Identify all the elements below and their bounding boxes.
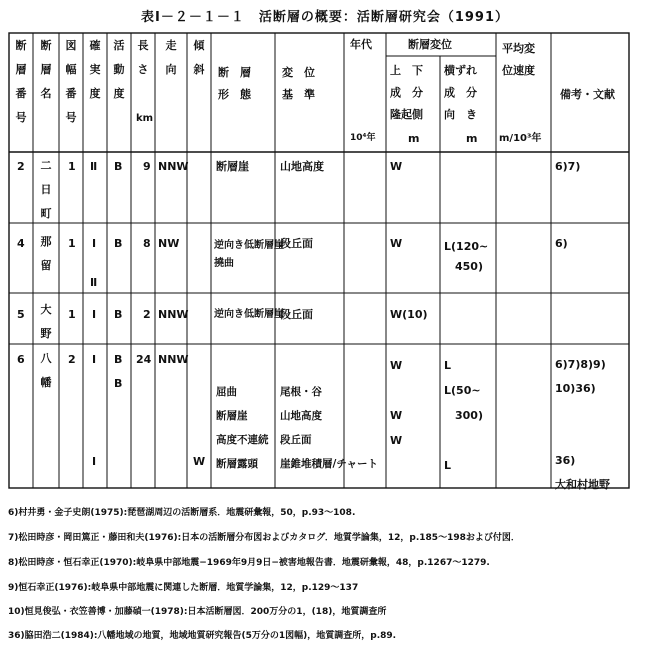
cell-map: 2 <box>68 353 76 366</box>
cell-basis: 段丘面 <box>280 308 313 321</box>
cell-vertical: W(10) <box>390 308 428 321</box>
header-age: 年代 <box>350 38 372 51</box>
reference-36: 36)脇田浩二(1984):八幡地域の地質，地域地質研究報告(5万分の1図幅)，地質調査所，p.89. <box>8 631 397 641</box>
header-activity: 活 動 度 <box>113 39 125 100</box>
cell-map: 1 <box>68 160 76 173</box>
cell-activity-2: B <box>114 377 123 390</box>
cell-strike: NW <box>158 237 180 250</box>
header-vertical-unit: m <box>408 132 420 145</box>
cell-strike: NNW <box>158 353 189 366</box>
cell-form: 屈曲 断層崖 高度不連続 断層露頭 <box>216 386 269 470</box>
cell-no: 2 <box>17 160 25 173</box>
reference-10: 10)恒見俊弘・衣笠善博・加藤碵一(1978):日本活断層図．200万分の1，(18)，地質調査所 <box>8 607 387 617</box>
cell-map: 1 <box>68 237 76 250</box>
cell-vertical: W <box>390 160 403 173</box>
cell-basis: 山地高度 <box>280 160 324 173</box>
cell-strike: NNW <box>158 308 189 321</box>
header-displacement-basis: 変 位 基 準 <box>282 66 315 101</box>
cell-basis: 段丘面 <box>280 237 313 250</box>
cell-no: 4 <box>17 237 25 250</box>
cell-notes: 6)7)8)9) 10)36) 36) 大和村地野 <box>555 358 610 491</box>
header-map-number: 図 幅 番 号 <box>65 39 77 124</box>
cell-activity: B <box>114 160 123 173</box>
header-slip-rate-unit: m/10³年 <box>499 133 542 144</box>
cell-notes: 6)7) <box>555 160 581 173</box>
header-length-unit: km <box>136 113 154 124</box>
header-fault-name: 断 層 名 <box>40 39 52 100</box>
cell-vertical: W <box>390 237 403 250</box>
cell-form: 逆向き低断層崖 <box>214 309 284 320</box>
cell-lateral: L(120~ 450) <box>444 240 489 273</box>
header-vertical-component: 上 下 成 分 隆起側 <box>390 64 423 121</box>
cell-no: 5 <box>17 308 25 321</box>
header-slip-rate: 平均変 位速度 <box>502 42 535 77</box>
cell-length: 9 <box>143 160 151 173</box>
cell-certainty: Ⅰ <box>92 308 97 321</box>
cell-activity: B <box>114 308 123 321</box>
cell-basis: 尾根・谷 山地高度 段丘面 崖錐堆積層/チャート <box>280 386 379 470</box>
header-age-unit: 10⁴年 <box>350 133 376 143</box>
cell-form: 断層崖 <box>216 160 249 173</box>
header-notes: 備考・文献 <box>560 88 615 101</box>
cell-map: 1 <box>68 308 76 321</box>
reference-8: 8)松田時彦・恒石幸正(1970):岐阜県中部地震−1969年9月9日−被害地報告書．地震研彙報，48，p.1267～1279. <box>8 558 490 568</box>
cell-length: 24 <box>136 353 152 366</box>
cell-certainty-2: Ⅱ <box>90 276 98 289</box>
cell-activity: B <box>114 237 123 250</box>
cell-dip: W <box>193 455 206 468</box>
cell-lateral: L L(50~ 300) L <box>444 359 483 472</box>
header-lateral-component: 横ずれ 成 分 向 き <box>444 64 477 121</box>
header-certainty: 確 実 度 <box>89 39 101 100</box>
header-length: 長 さ <box>137 39 149 76</box>
reference-7: 7)松田時彦・岡田篤正・藤田和夫(1976):日本の活断層分布図およびカタログ．地質学論集，12，p.185～198および付図． <box>8 533 520 543</box>
cell-name: 大 野 <box>40 303 52 340</box>
cell-name: 那 留 <box>40 235 52 272</box>
cell-certainty: Ⅰ <box>92 237 97 250</box>
cell-certainty-2: Ⅰ <box>92 455 97 468</box>
header-fault-form: 断 層 形 態 <box>218 66 251 101</box>
table-title: 表Ⅰ－２－１－１ 活断層の概要：活断層研究会（1991） <box>140 10 510 25</box>
cell-length: 8 <box>143 237 151 250</box>
cell-strike: NNW <box>158 160 189 173</box>
cell-length: 2 <box>143 308 151 321</box>
cell-form: 逆向き低断層崖 撓曲 <box>214 240 284 269</box>
reference-9: 9)恒石幸正(1976):岐阜県中部地震に関連した断層．地質学論集，12，p.129～137 <box>8 583 359 593</box>
cell-activity: B <box>114 353 123 366</box>
reference-6: 6)村井勇・金子史朗(1975):琵琶湖周辺の活断層系．地震研彙報，50，p.93～108. <box>8 508 356 518</box>
cell-certainty: Ⅰ <box>92 353 97 366</box>
header-fault-number: 断 層 番 号 <box>15 39 27 124</box>
cell-name: 八 幡 <box>40 352 52 389</box>
header-lateral-unit: m <box>466 132 478 145</box>
header-dip: 傾 斜 <box>193 39 205 76</box>
header-fault-displacement: 断層変位 <box>408 38 452 51</box>
cell-name: 二 日 町 <box>40 159 52 220</box>
cell-notes: 6) <box>555 237 568 250</box>
cell-no: 6 <box>17 353 25 366</box>
cell-vertical: W W W <box>390 359 403 447</box>
header-strike: 走 向 <box>165 39 177 76</box>
cell-certainty: Ⅱ <box>90 160 98 173</box>
